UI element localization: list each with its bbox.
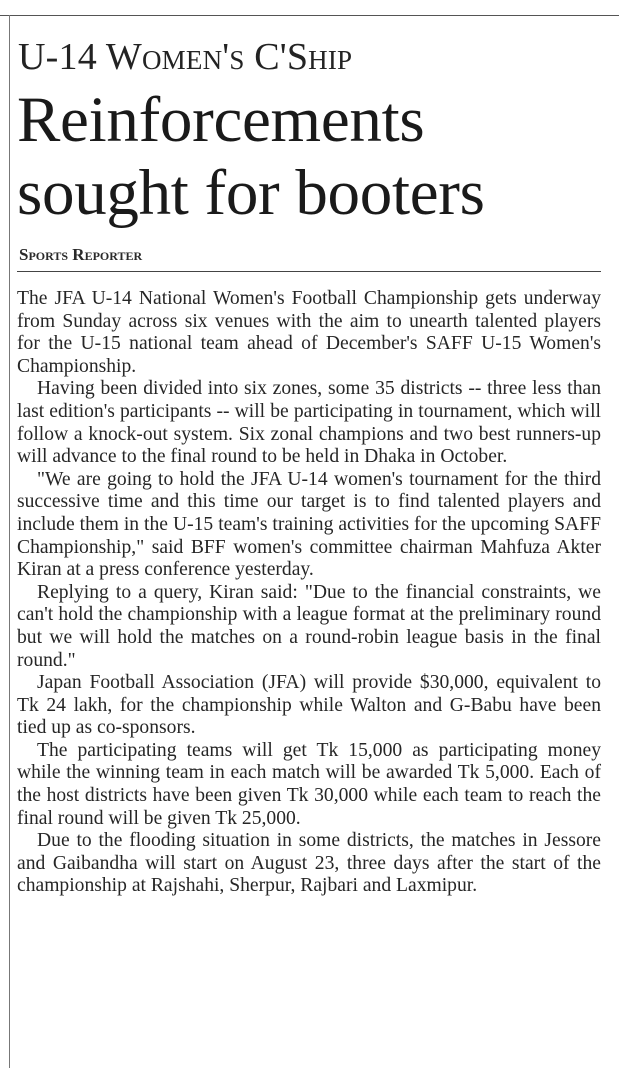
- paragraph: The participating teams will get Tk 15,000 as participating money while the winning team in each match will be awarded Tk 5,000. Each of the host districts have been given Tk 30,000 while each team to reach the final round will be given Tk 25,000.: [17, 739, 601, 829]
- top-rule: [0, 15, 619, 16]
- article-body: [17, 288, 601, 898]
- paragraph: The JFA U-14 National Women's Football Championship gets underway from Sunday across six venues with the aim to unearth talented players for the U-15 national team ahead of December's SAFF U-15 Women's Championship.: [17, 288, 601, 377]
- paragraph: Due to the flooding situation in some districts, the matches in Jessore and Gaibandha will start on August 23, three days after the start of the championship at Rajshahi, Sherpur, Rajbari and Laxmipur.: [17, 830, 601, 897]
- paragraph: Japan Football Association (JFA) will provide $30,000, equivalent to Tk 24 lakh, for the championship while Walton and G-Babu have been tied up as co-sponsors.: [17, 672, 601, 739]
- byline-rule: [17, 271, 601, 272]
- headline-line-2: sought for booters: [17, 157, 485, 229]
- headline-line-1: Reinforcements: [17, 84, 425, 156]
- byline: Sports Reporter: [19, 245, 143, 264]
- paragraph: Having been divided into six zones, some 35 districts -- three less than last edition's participants -- will be participating in tournament, which will follow a knock-out system. Six zonal champions and two best runners-up will advance to the final round to be held in Dhaka in October.: [17, 378, 601, 468]
- kicker: U-14 Women's C'Ship: [18, 36, 353, 78]
- paragraph: Replying to a query, Kiran said: "Due to the financial constraints, we can't hold the championship with a league format at the preliminary round but we will hold the matches on a round-robin league basis in the final round.": [17, 581, 601, 671]
- left-column-rule: [9, 15, 10, 1068]
- paragraph: "We are going to hold the JFA U-14 women's tournament for the third successive time and this time our target is to find talented players and include them in the U-15 team's training activities for the upcoming SAFF Championship," said BFF women's committee chairman Mahfuza Akter Kiran at a press conference yesterday.: [17, 468, 601, 581]
- headline: [17, 84, 617, 230]
